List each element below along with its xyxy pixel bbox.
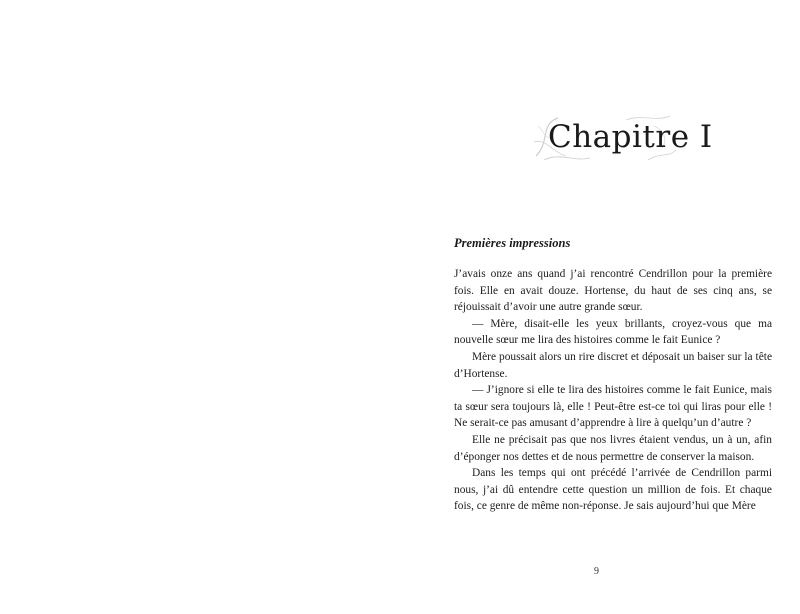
chapter-body-text xyxy=(454,266,772,515)
paragraph-1: J’avais onze ans quand j’ai rencontré Cendrillon pour la première fois. Elle en avait douze. Hortense, du haut de ses cinq ans, se réjouissait d’avoir une autre grande sœur. xyxy=(454,268,772,314)
chapter-title: Chapitre I xyxy=(548,119,713,155)
chapter-heading xyxy=(530,112,713,164)
section-title: Premières impressions xyxy=(454,236,571,250)
paragraph-4: — J’ignore si elle te lira des histoires comme le fait Eunice, mais ta sœur sera toujours là, elle ! Peut-être est-ce toi qui liras pour elle ! Ne serait-ce pas amusant d’apprendre à lire à quelqu’un d’autre ? xyxy=(454,384,772,430)
paragraph-5: Elle ne précisait pas que nos livres étaient vendus, un à un, afin d’éponger nos dettes et de nous permettre de conserver la maison. xyxy=(454,433,772,463)
page-number: 9 xyxy=(594,566,599,577)
paragraph-2: — Mère, disait-elle les yeux brillants, croyez-vous que ma nouvelle sœur me lira des histoires comme le fait Eunice ? xyxy=(454,317,772,347)
paragraph-3: Mère poussait alors un rire discret et déposait un baiser sur la tête d’Hortense. xyxy=(454,350,772,380)
paragraph-6: Dans les temps qui ont précédé l’arrivée de Cendrillon parmi nous, j’ai dû entendre cette question un million de fois. Et chaque fois, ce genre de même non-réponse. Je sais aujourd’hui que Mère xyxy=(454,467,772,513)
